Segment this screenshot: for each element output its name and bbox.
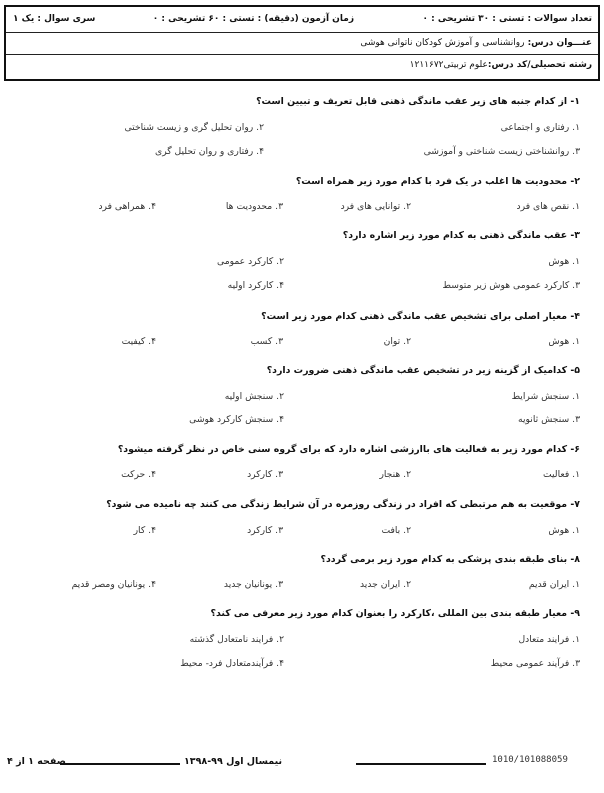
course-label: عنـــوان درس:	[527, 38, 592, 48]
field-value: علوم تربیتی۱۲۱۱۶۷۲	[409, 60, 488, 70]
course-title: روانشناسی و آموزش کودکان ناتوانی هوشی	[360, 38, 525, 48]
header-divider	[6, 54, 598, 55]
header-divider	[6, 32, 598, 33]
option-7-3: ۳. کارکرد	[247, 525, 283, 536]
exam-code: 1010/101088059	[492, 755, 568, 765]
option-4-4: ۴. کیفیت	[121, 336, 156, 347]
option-2-1: ۱. نقص های فرد	[516, 201, 580, 212]
option-9-4: ۴. فرآیندمتعادل فرد- محیط	[180, 658, 284, 669]
option-1-4: ۴. رفتاری و روان تحلیل گری	[155, 146, 264, 157]
option-4-3: ۳. کسب	[250, 336, 283, 347]
option-8-2: ۲. ایران جدید	[359, 579, 411, 590]
exam-time: زمان آزمون (دقیقه) : تستی : ۶۰ تشریحی : ۰	[152, 14, 354, 24]
question-7: ۷- موقعیت به هم مرتبطی که افراد در زندگی روزمره در آن شرایط زندگی می کنند چه نامیده می شود؟	[106, 499, 580, 510]
option-8-3: ۳. یونانیان جدید	[223, 579, 283, 590]
option-3-1: ۱. هوش	[548, 256, 580, 267]
question-3: ۳- عقب ماندگی ذهنی به کدام مورد زیر اشاره دارد؟	[342, 230, 580, 241]
question-series: سری سوال : یک ۱	[13, 14, 96, 24]
option-5-3: ۳. سنجش ثانویه	[518, 414, 580, 425]
option-1-1: ۱. رفتاری و اجتماعی	[500, 122, 580, 133]
field-label: رشته تحصیلی/کد درس:	[487, 60, 592, 70]
option-8-1: ۱. ایران قدیم	[528, 579, 580, 590]
option-2-2: ۲. توانایی های فرد	[340, 201, 411, 212]
question-5: ۵- کدامیک از گزینه زیر در تشخیص عقب ماندگی ذهنی ضرورت دارد؟	[266, 365, 580, 376]
question-8: ۸- بنای طبقه بندی پزشکی به کدام مورد زیر برمی گردد؟	[320, 554, 580, 565]
question-6: ۶- کدام مورد زیر به فعالیت های باارزشی اشاره دارد که برای گروه سنی خاص در نظر گرفته میشود؟	[117, 444, 580, 455]
option-4-2: ۲. توان	[383, 336, 411, 347]
option-8-4: ۴. یونانیان ومصر قدیم	[71, 579, 156, 590]
option-4-1: ۱. هوش	[548, 336, 580, 347]
option-7-4: ۴. کار	[133, 525, 156, 536]
option-5-1: ۱. سنجش شرایط	[511, 391, 580, 402]
option-9-2: ۲. فرایند نامتعادل گذشته	[189, 634, 284, 645]
option-6-3: ۳. کارکرد	[247, 469, 283, 480]
option-6-4: ۴. حرکت	[121, 469, 156, 480]
question-9: ۹- معیار طبقه بندی بین المللی ،کارکرد را بعنوان کدام مورد زیر معرفی می کند؟	[210, 608, 580, 619]
term-label: نیمسال اول ۹۹-۱۳۹۸	[184, 756, 283, 767]
option-7-1: ۱. هوش	[548, 525, 580, 536]
option-3-3: ۳. کارکرد عمومی هوش زیر متوسط	[442, 280, 580, 291]
option-2-4: ۴. همراهی فرد	[98, 201, 156, 212]
option-9-1: ۱. فرایند متعادل	[518, 634, 580, 645]
option-7-2: ۲. بافت	[381, 525, 411, 536]
page-number: صفحه ۱ از ۴	[7, 756, 66, 767]
option-3-4: ۴. کارکرد اولیه	[227, 280, 284, 291]
option-1-3: ۳. روانشناختی زیست شناختی و آموزشی	[423, 146, 580, 157]
exam-header	[4, 5, 600, 81]
option-2-3: ۳. محدودیت ها	[225, 201, 283, 212]
footer-rule	[356, 763, 486, 765]
option-5-2: ۲. سنجش اولیه	[224, 391, 284, 402]
option-5-4: ۴. سنجش کارکرد هوشی	[189, 414, 284, 425]
option-6-1: ۱. فعالیت	[543, 469, 580, 480]
option-9-3: ۳. فرآیند عمومی محیط	[490, 658, 580, 669]
question-4: ۴- معیار اصلی برای تشخیص عقب ماندگی ذهنی کدام مورد زیر است؟	[261, 311, 580, 322]
option-6-2: ۲. هنجار	[379, 469, 411, 480]
question-1: ۱- از کدام جنبه های زیر عقب ماندگی ذهنی قابل تعریف و تبیین است؟	[256, 96, 580, 107]
question-2: ۲- محدودیت ها اغلب در یک فرد با کدام مورد زیر همراه است؟	[295, 176, 580, 187]
footer-rule	[60, 763, 180, 765]
option-1-2: ۲. روان تحلیل گری و زیست شناختی	[124, 122, 264, 133]
question-count: تعداد سوالات : تستی : ۳۰ تشریحی : ۰	[422, 14, 592, 24]
option-3-2: ۲. کارکرد عمومی	[217, 256, 284, 267]
